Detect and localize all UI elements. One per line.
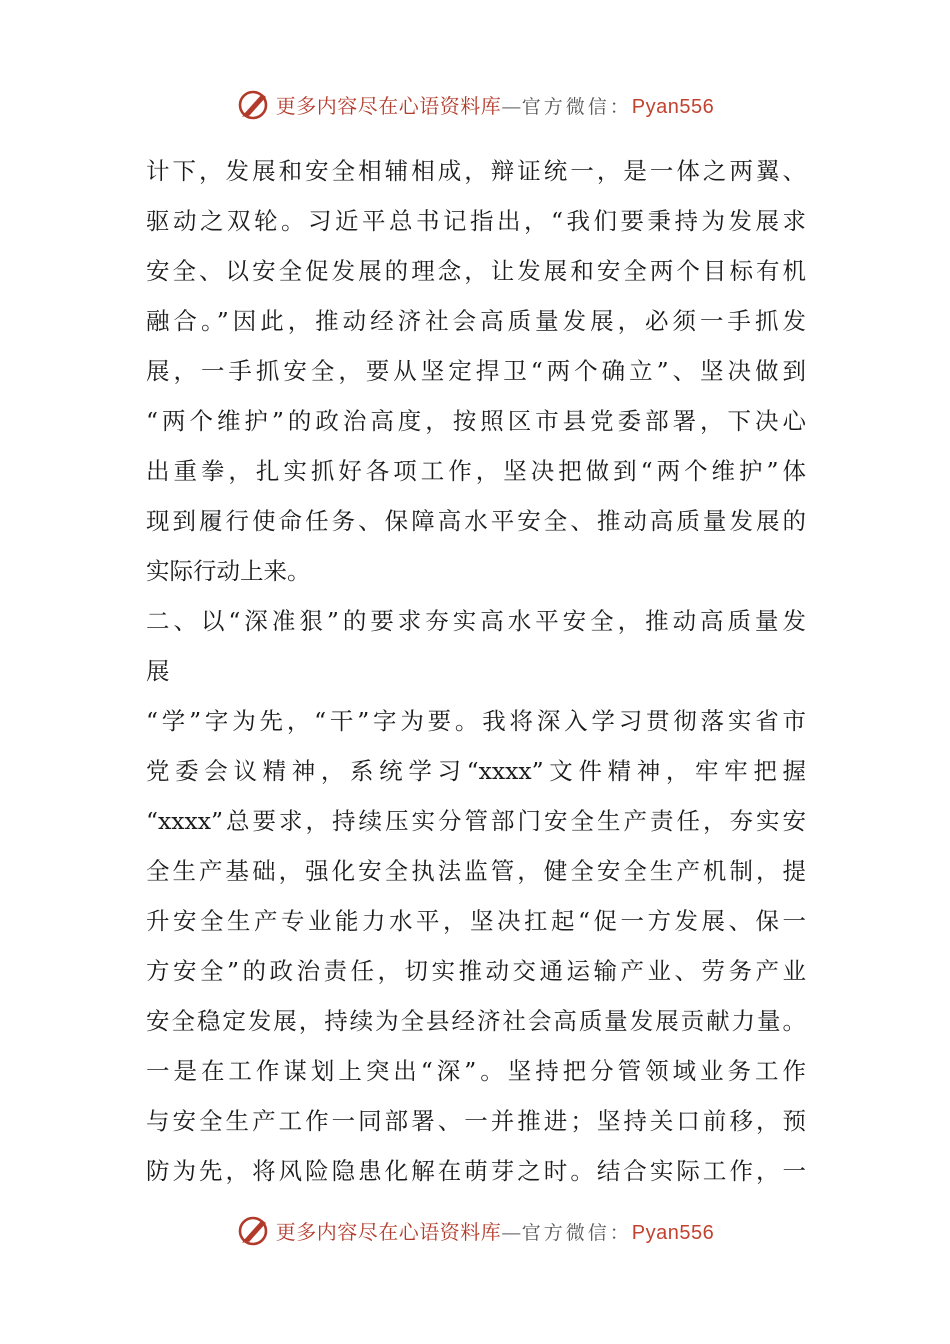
watermark-text: 更多内容尽在心语资料库—官方微信：Pyan556	[275, 1219, 715, 1244]
text-line: “两个维护”的政治高度，按照区市县党委部署，下决心	[146, 407, 806, 435]
text-line: 现到履行使命任务、保障高水平安全、推动高质量发展的	[146, 507, 806, 535]
watermark-text: 更多内容尽在心语资料库—官方微信：Pyan556	[275, 93, 715, 118]
text-line: 安全、以安全促发展的理念，让发展和安全两个目标有机	[146, 257, 806, 285]
text-line: 与安全生产工作一同部署、一并推进；坚持关口前移，预	[146, 1107, 806, 1135]
document-body	[146, 146, 806, 1196]
pen-logo-icon	[236, 86, 272, 122]
text-line: “学”字为先，“干”字为要。我将深入学习贯彻落实省市	[146, 707, 806, 735]
text-line: 融合。”因此，推动经济社会高质量发展，必须一手抓发	[146, 307, 806, 335]
text-line: 全生产基础，强化安全执法监管，健全安全生产机制，提	[146, 857, 806, 885]
text-line: “xxxx”总要求，持续压实分管部门安全生产责任，夯实安	[146, 807, 806, 835]
section-heading: 二、以“深准狠”的要求夯实高水平安全，推动高质量发	[146, 607, 806, 635]
header-watermark	[0, 84, 950, 124]
text-line: 驱动之双轮。习近平总书记指出，“我们要秉持为发展求	[146, 207, 806, 235]
text-line: 展，一手抓安全，要从坚定捍卫“两个确立”、坚决做到	[146, 357, 806, 385]
footer-watermark	[0, 1210, 950, 1250]
text-line: 党委会议精神，系统学习“xxxx”文件精神，牢牢把握	[146, 757, 806, 785]
pen-logo-icon	[236, 1212, 272, 1248]
text-line: 安全稳定发展，持续为全县经济社会高质量发展贡献力量。	[146, 1007, 806, 1035]
text-line: 方安全”的政治责任，切实推动交通运输产业、劳务产业	[146, 957, 806, 985]
text-line: 升安全生产专业能力水平，坚决扛起“促一方发展、保一	[146, 907, 806, 935]
text-line: 计下，发展和安全相辅相成，辩证统一，是一体之两翼、	[146, 157, 806, 185]
text-line: 实际行动上来。	[146, 557, 311, 585]
section-heading: 展	[146, 657, 170, 685]
text-line: 一是在工作谋划上突出“深”。坚持把分管领域业务工作	[146, 1057, 806, 1085]
text-line: 防为先，将风险隐患化解在萌芽之时。结合实际工作，一	[146, 1157, 806, 1185]
text-line: 出重拳，扎实抓好各项工作，坚决把做到“两个维护”体	[146, 457, 806, 485]
